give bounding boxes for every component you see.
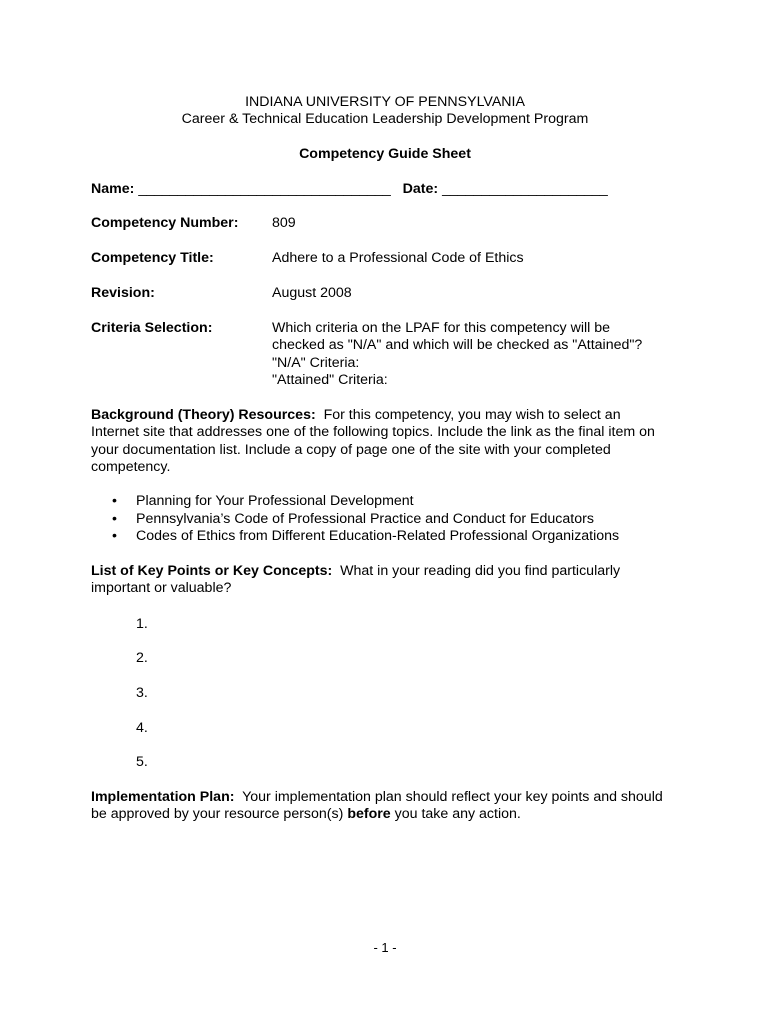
key-points-paragraph [91, 563, 671, 598]
background-text: For this competency, you may wish to select an Internet site that addresses one of the following topics. Include the link as the final item on your documentation list. Include a copy of page one of the site with your completed competency. [91, 407, 655, 476]
name-label: Name: [91, 181, 135, 197]
key-point-number: 1. [136, 616, 148, 632]
key-point-number: 5. [136, 754, 148, 770]
bullet-icon: • [112, 511, 117, 527]
topic-item: Codes of Ethics from Different Education-Related Professional Organizations [136, 528, 620, 544]
name-line [91, 181, 608, 198]
key-points-text: What in your reading did you find particularly important or valuable? [91, 563, 621, 597]
background-heading: Background (Theory) Resources: [91, 407, 316, 423]
criteria-selection-label: Criteria Selection: [91, 320, 213, 336]
topic-item: Pennsylvania’s Code of Professional Practice and Conduct for Educators [136, 511, 594, 527]
criteria-line-2: checked as "N/A" and which will be checked as "Attained"? [272, 337, 643, 353]
date-blank: _____________________ [442, 181, 608, 197]
criteria-line-1: Which criteria on the LPAF for this competency will be [272, 320, 611, 336]
implementation-emphasis: before [347, 806, 391, 823]
competency-title-value: Adhere to a Professional Code of Ethics [272, 250, 524, 266]
bullet-icon: • [112, 493, 117, 509]
date-label: Date: [402, 181, 439, 197]
implementation-text: Your implementation plan should reflect your key points and should be approved by your resource person(s) [91, 789, 663, 823]
revision-label: Revision: [91, 285, 155, 301]
key-point-number: 2. [136, 650, 148, 666]
implementation-paragraph [91, 789, 671, 824]
competency-title-label: Competency Title: [91, 250, 214, 266]
university-name: INDIANA UNIVERSITY OF PENNSYLVANIA [245, 94, 525, 110]
page-number: - 1 - [373, 940, 397, 955]
bullet-icon: • [112, 528, 117, 544]
background-paragraph [91, 407, 671, 477]
implementation-heading: Implementation Plan: [91, 789, 235, 805]
sheet-title: Competency Guide Sheet [299, 146, 471, 162]
name-blank: ________________________________ [138, 181, 391, 197]
revision-value: August 2008 [272, 285, 352, 301]
competency-number-label: Competency Number: [91, 215, 239, 231]
criteria-na: "N/A" Criteria: [272, 355, 360, 371]
competency-number-value: 809 [272, 215, 296, 231]
program-name: Career & Technical Education Leadership Development Program [181, 111, 589, 127]
implementation-text-end: you take any action. [394, 806, 521, 823]
key-point-number: 3. [136, 685, 148, 701]
key-point-number: 4. [136, 720, 148, 736]
key-points-heading: List of Key Points or Key Concepts: [91, 563, 333, 579]
topic-item: Planning for Your Professional Development [136, 493, 414, 509]
criteria-attained: "Attained" Criteria: [272, 372, 388, 388]
